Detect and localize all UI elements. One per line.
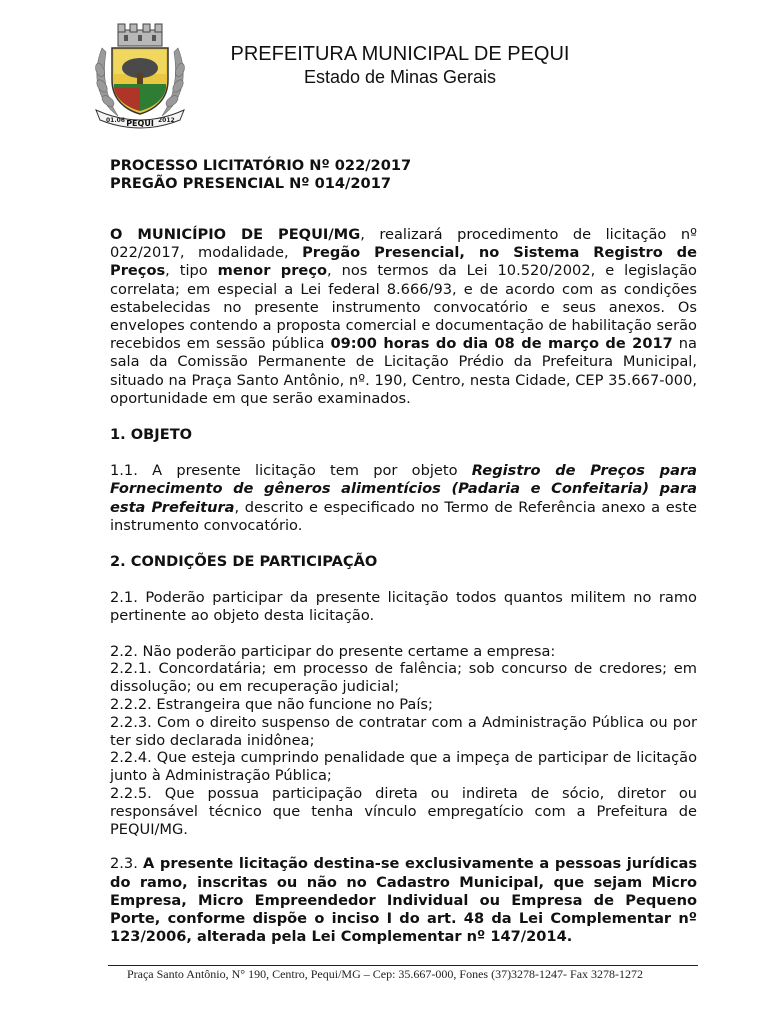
intro-text-1: , realizará procedimento de licitação nº 022/2017, modalidade, [110,226,697,262]
organization-subtitle: Estado de Minas Gerais [303,67,497,87]
intro-text-2: , tipo [165,262,218,280]
objeto-text-1: 1.1. A presente licitação tem por objeto [110,462,472,480]
clause-2-2: 2.2. Não poderão participar do presente certame a empresa: [110,642,556,660]
intro-text-4: na sala da Comissão Permanente de Licitação Prédio da Prefeitura Municipal, situado na Praça Santo Antônio, nº. 190, Centro, nesta Cidade, CEP 35.667-000, oportunidade em que serão examinados. [110,335,697,407]
crest-year-left: 01.06 [106,117,125,124]
clause-2-2-5: 2.2.5. Que possua participação direta ou indireta de sócio, diretor ou responsável técnico que tenha vínculo empregatício com a Prefeitura de PEQUI/MG. [110,785,697,838]
clause-2-3 [110,855,697,946]
intro-modality: Pregão Presencial, no Sistema Registro de Preços [110,244,697,280]
clause-2-2-2: 2.2.2. Estrangeira que não funcione no País; [110,696,433,714]
footer-divider [108,965,698,966]
intro-type: menor preço [217,262,328,280]
objeto-subject: Registro de Preços para Fornecimento de gêneros alimentícios (Padaria e Confeitaria) para esta Prefeitura [110,462,697,516]
clause-2-2-4: 2.2.4. Que esteja cumprindo penalidade que a impeça de participar de licitação junto à Administração Pública; [110,749,697,785]
crest-year-right: 2012 [158,117,175,124]
footer-address: Praça Santo Antônio, N° 190, Centro, Pequi/MG – Cep: 35.667-000, Fones (37)3278-1247- Fax 3278-1272 [126,967,644,981]
clause-2-2-1: 2.2.1. Concordatária; em processo de falência; sob concurso de credores; em dissolução; ou em recuperação judicial; [110,660,697,696]
clause-2-2-3: 2.2.3. Com o direito suspenso de contratar com a Administração Pública ou por ter sido declarada inidônea; [110,713,697,749]
intro-session-date: 09:00 horas do dia 08 de março de 2017 [330,335,673,353]
document-header [200,42,600,89]
clause-2-1: 2.1. Poderão participar da presente licitação todos quantos militem no ramo pertinente ao objeto desta licitação. [110,589,697,625]
objeto-paragraph [110,462,697,535]
organization-title: PREFEITURA MUNICIPAL DE PEQUI [230,43,570,65]
objeto-text-2: , descrito e especificado no Termo de Referência anexo a este instrumento convocatório. [110,498,697,534]
intro-paragraph [110,226,697,408]
document-body [110,157,697,946]
section-heading-objeto: 1. OBJETO [110,426,193,444]
intro-text-3: , nos termos da Lei 10.520/2002, e legislação correlata; em especial a Lei federal 8.666/93, e de acordo com as condições estabelecidas no presente instrumento convocatório e seus anexos. Os envelopes contendo a proposta comercial e documentação de habilitação serão recebidos em sessão pública [110,262,697,353]
section-heading-participacao: 2. CONDIÇÕES DE PARTICIPAÇÃO [110,553,378,571]
intro-municipality: O MUNICÍPIO DE PEQUI/MG [110,226,361,243]
clause-2-3-text: A presente licitação destina-se exclusivamente a pessoas jurídicas do ramo, inscritas ou não no Cadastro Municipal, que sejam Micro Empresa, Micro Empreendedor Individual ou Empresa de Pequeno Porte, conforme dispõe o inciso I do art. 48 da Lei Complementar nº 123/2006, alterada pela Lei Complementar nº 147/2014. [110,855,698,946]
crest-banner-text: PEQUI [126,119,154,128]
clause-2-3-number: 2.3. [110,855,144,873]
pregao-number: PREGÃO PRESENCIAL Nº 014/2017 [110,175,392,192]
municipal-crest-logo [88,18,192,130]
process-number: PROCESSO LICITATÓRIO Nº 022/2017 [110,157,412,174]
